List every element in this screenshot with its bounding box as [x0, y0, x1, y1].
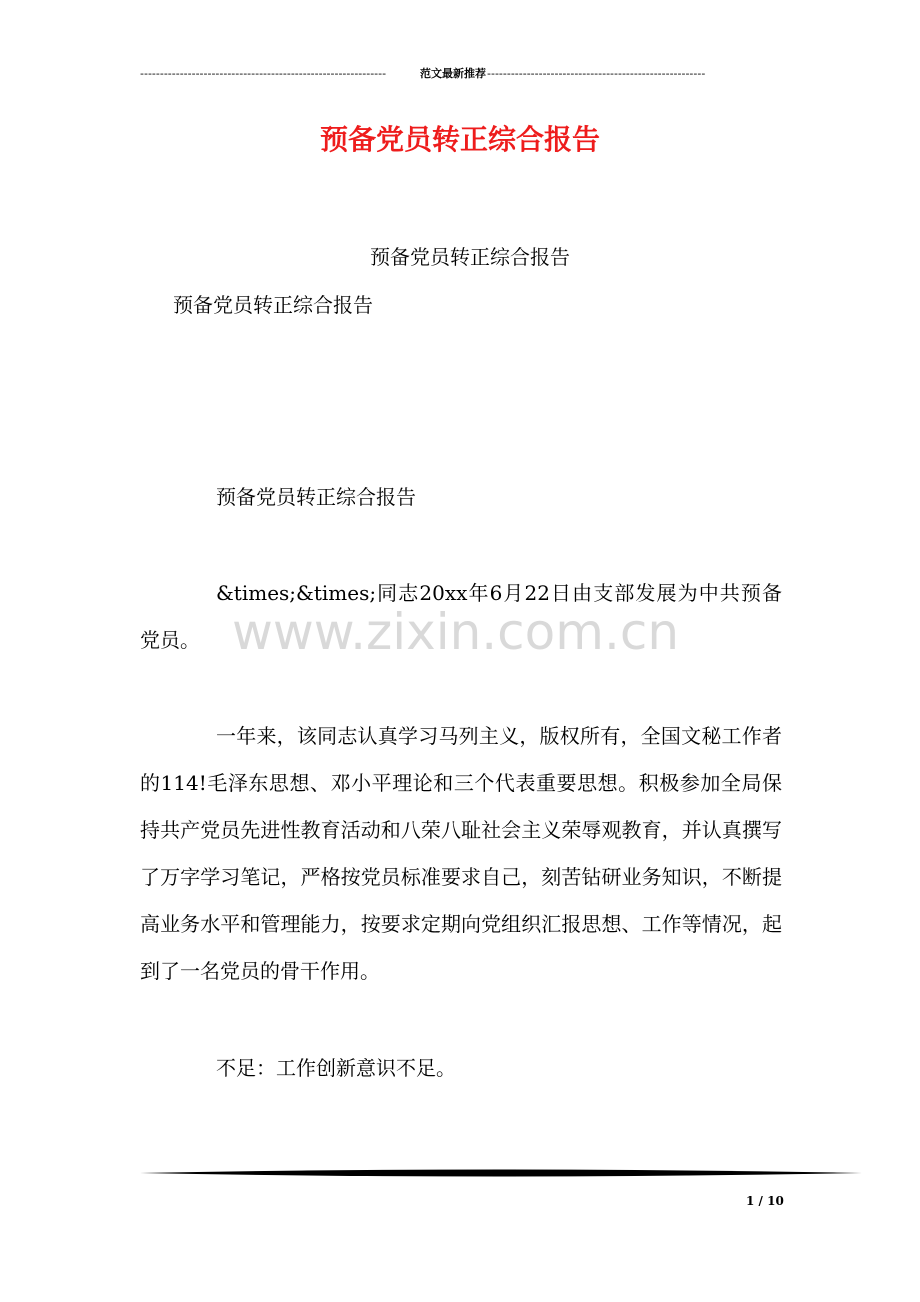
page-number: 1 / 10: [746, 1194, 784, 1208]
subtitle-centered: 预备党员转正综合报告: [370, 245, 570, 269]
paragraph-heading: 预备党员转正综合报告: [216, 485, 416, 509]
document-title: 预备党员转正综合报告: [319, 123, 600, 156]
watermark: www.zixin.com.cn: [232, 603, 680, 661]
footer-rule: [140, 1168, 862, 1178]
paragraph-shortcoming: 不足：工作创新意识不足。: [216, 1056, 456, 1080]
header-label: 范文最新推荐: [420, 67, 486, 80]
subtitle-left: 预备党员转正综合报告: [173, 293, 373, 317]
paragraph-intro: &times;&times;同志20xx年6月22日由支部发展为中共预备党员。: [140, 581, 782, 652]
paragraph-body: 一年来，该同志认真学习马列主义，版权所有，全国文秘工作者的114!毛泽东思想、邓小平理论和三个代表重要思想。积极参加全局保持共产党员先进性教育活动和八荣八耻社会主义荣辱观教育，并认真撰写了万字学习笔记，严格按党员标准要求自己，刻苦钻研业务知识，不断提高业务水平和管理能力，按要求定期向党组织汇报思想、工作等情况，起到了一名党员的骨干作用。: [140, 724, 782, 983]
header-banner: [140, 66, 766, 82]
header-right-dashes: -------------------------------------------------------: [487, 67, 706, 80]
header-left-dashes: --------------------------------------------------------------: [140, 67, 387, 80]
